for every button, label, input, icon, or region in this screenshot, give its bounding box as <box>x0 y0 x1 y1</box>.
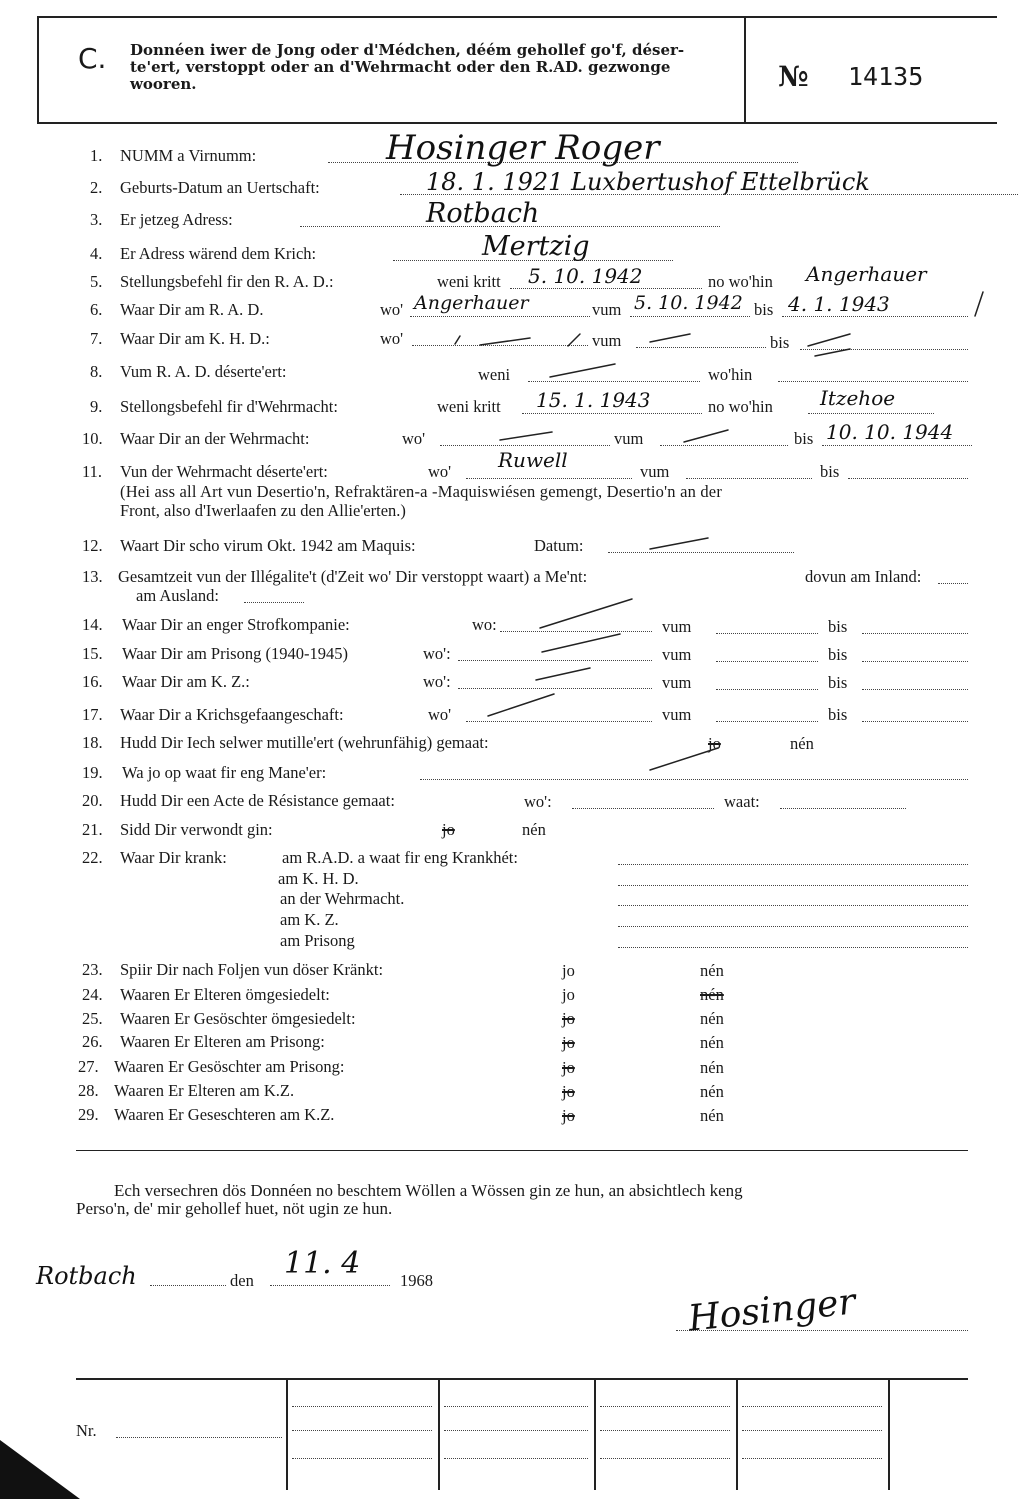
f23-num: 23. <box>82 960 103 979</box>
f21-no[interactable]: nén <box>522 820 546 839</box>
f17-to-label: bis <box>828 705 848 724</box>
f4-num: 4. <box>90 244 103 263</box>
declaration-line1: Ech versechren dös Donnéen no beschtem Wöllen a Wössen gin ze hun, an absichtlech keng <box>114 1181 743 1200</box>
f24-label: Waaren Er Elteren ömgesiedelt: <box>120 985 330 1004</box>
f23-yes[interactable]: jo <box>562 961 575 980</box>
f15-num: 15. <box>82 644 103 663</box>
f15-label: Waar Dir am Prisong (1940-1945) <box>122 644 348 663</box>
f22-sub-rad: am R.A.D. a waat fir eng Krankhét: <box>282 848 518 867</box>
signature[interactable]: Hosinger <box>686 1281 858 1340</box>
f25-yes[interactable]: jo <box>562 1009 575 1028</box>
f11-label: Vun der Wehrmacht déserte'ert: <box>120 462 328 481</box>
f28-label: Waaren Er Elteren am K.Z. <box>114 1081 295 1100</box>
f20-where-label: wo': <box>524 792 552 811</box>
f10-label: Waar Dir an der Wehrmacht: <box>120 429 310 448</box>
f27-no[interactable]: nén <box>700 1058 724 1077</box>
f13-label: Gesamtzeit vun der Illégalite't (d'Zeit wo' Dir verstoppt waart) a Me'nt: <box>118 567 588 586</box>
f5-where-label: no wo'hin <box>708 272 773 291</box>
declaration-line2: Perso'n, de' mir gehollef huet, nöt ugin ze hun. <box>76 1199 393 1218</box>
f17-label: Waar Dir a Krichsgefaangeschaft: <box>120 705 344 724</box>
f29-no[interactable]: nén <box>700 1106 724 1125</box>
f18-num: 18. <box>82 733 103 752</box>
header-title-line3: wooren. <box>130 75 197 93</box>
f4-value[interactable]: Mertzig <box>482 231 590 262</box>
f18-no[interactable]: nén <box>790 734 814 753</box>
f24-no[interactable]: nén <box>700 985 724 1004</box>
f7-where-label: wo' <box>380 329 404 348</box>
f5-when-value[interactable]: 5. 10. 1942 <box>528 264 643 288</box>
f6-from-value[interactable]: 5. 10. 1942 <box>634 292 743 314</box>
f23-label: Spiir Dir nach Foljen vun döser Kränkt: <box>120 960 384 979</box>
f10-where-label: wo' <box>402 429 426 448</box>
f22-sub-prisong: am Prisong <box>280 931 355 950</box>
f11-num: 11. <box>82 462 103 481</box>
f16-num: 16. <box>82 672 103 691</box>
f25-label: Waaren Er Gesöschter ömgesiedelt: <box>120 1009 356 1028</box>
f14-num: 14. <box>82 615 103 634</box>
f15-from-label: vum <box>662 645 692 664</box>
f15-where-label: wo': <box>423 644 451 663</box>
f14-label: Waar Dir an enger Strofkompanie: <box>122 615 350 634</box>
f12-date-label: Datum: <box>534 536 584 555</box>
f26-num: 26. <box>82 1032 103 1051</box>
f7-num: 7. <box>90 329 103 348</box>
signature-place[interactable]: Rotbach <box>36 1262 137 1290</box>
f21-num: 21. <box>82 820 103 839</box>
f29-yes[interactable]: jo <box>562 1106 575 1125</box>
header-letter: C. <box>78 42 107 75</box>
f4-label: Er Adress wärend dem Krich: <box>120 244 317 263</box>
f1-label: NUMM a Virnumm: <box>120 146 257 165</box>
f22-num: 22. <box>82 848 103 867</box>
f9-num: 9. <box>90 397 103 416</box>
f11-where-value[interactable]: Ruwell <box>498 448 568 472</box>
f26-no[interactable]: nén <box>700 1033 724 1052</box>
f26-label: Waaren Er Elteren am Prisong: <box>120 1032 325 1051</box>
f11-note-line2: Front, also d'Iwerlaafen zu den Allie'erten.) <box>120 501 406 520</box>
f13-num: 13. <box>82 567 103 586</box>
f5-where-value[interactable]: Angerhauer <box>806 262 927 286</box>
f13-inland-label: dovun am Inland: <box>805 567 922 586</box>
f10-from-label: vum <box>614 429 644 448</box>
f28-yes[interactable]: jo <box>562 1082 575 1101</box>
f14-to-label: bis <box>828 617 848 636</box>
f16-label: Waar Dir am K. Z.: <box>122 672 250 691</box>
f11-to-label: bis <box>820 462 840 481</box>
f2-label: Geburts-Datum an Uertschaft: <box>120 178 320 197</box>
f11-from-label: vum <box>640 462 670 481</box>
f29-label: Waaren Er Geseschteren am K.Z. <box>114 1105 335 1124</box>
f26-yes[interactable]: jo <box>562 1033 575 1052</box>
f22-sub-kz: am K. Z. <box>280 910 339 929</box>
f27-label: Waaren Er Gesöschter am Prisong: <box>114 1057 345 1076</box>
f15-to-label: bis <box>828 645 848 664</box>
f18-yes[interactable]: jo <box>708 734 721 753</box>
f22-sub-wehrmacht: an der Wehrmacht. <box>280 889 405 908</box>
f1-value[interactable]: Hosinger Roger <box>386 128 660 168</box>
f25-num: 25. <box>82 1009 103 1028</box>
header-title-line1: Donnéen iwer de Jong oder d'Médchen, déém gehollef go'f, déser- <box>130 41 685 59</box>
form-number: 14135 <box>848 62 924 91</box>
f2-num: 2. <box>90 178 103 197</box>
f20-what-label: waat: <box>724 792 760 811</box>
f16-from-label: vum <box>662 673 692 692</box>
f5-when-label: weni kritt <box>437 272 501 291</box>
signature-year: 1968 <box>400 1271 433 1290</box>
f27-yes[interactable]: jo <box>562 1058 575 1077</box>
f5-label: Stellungsbefehl fir den R. A. D.: <box>120 272 334 291</box>
f21-yes[interactable]: jo <box>442 820 455 839</box>
f8-where-label: wo'hin <box>708 365 753 384</box>
f13-abroad-label: am Ausland: <box>136 586 219 605</box>
f3-num: 3. <box>90 210 103 229</box>
f9-when-label: weni kritt <box>437 397 501 416</box>
f9-label: Stellongsbefehl fir d'Wehrmacht: <box>120 397 338 416</box>
f24-num: 24. <box>82 985 103 1004</box>
f7-label: Waar Dir am K. H. D.: <box>120 329 270 348</box>
f11-where-label: wo' <box>428 462 452 481</box>
header-title-line2: te'ert, verstoppt oder an d'Wehrmacht oder den R.AD. gezwonge <box>130 58 671 76</box>
signature-date[interactable]: 11. 4 <box>284 1246 361 1281</box>
f2-value[interactable]: 18. 1. 1921 Luxbertushof Ettelbrück <box>426 168 870 196</box>
f16-to-label: bis <box>828 673 848 692</box>
f1-num: 1. <box>90 146 103 165</box>
f3-value[interactable]: Rotbach <box>426 198 540 229</box>
f3-label: Er jetzeg Adress: <box>120 210 233 229</box>
f17-where-label: wo' <box>428 705 452 724</box>
f7-to-label: bis <box>770 333 790 352</box>
f9-when-value[interactable]: 15. 1. 1943 <box>536 388 651 412</box>
f27-num: 27. <box>78 1057 99 1076</box>
f7-from-label: vum <box>592 331 622 350</box>
f25-no[interactable]: nén <box>700 1009 724 1028</box>
f8-num: 8. <box>90 362 103 381</box>
f14-where-label: wo: <box>472 615 497 634</box>
f22-sub-khd: am K. H. D. <box>278 869 359 888</box>
f6-from-label: vum <box>592 300 622 319</box>
f20-num: 20. <box>82 791 103 810</box>
f17-num: 17. <box>82 705 103 724</box>
f21-label: Sidd Dir verwondt gin: <box>120 820 273 839</box>
f5-num: 5. <box>90 272 103 291</box>
scan-corner <box>0 1440 80 1499</box>
f8-label: Vum R. A. D. déserte'ert: <box>120 362 287 381</box>
f19-num: 19. <box>82 763 103 782</box>
f10-to-value[interactable]: 10. 10. 1944 <box>826 420 954 444</box>
f12-label: Waart Dir scho virum Okt. 1942 am Maquis: <box>120 536 416 555</box>
f24-yes[interactable]: jo <box>562 985 575 1004</box>
f28-num: 28. <box>78 1081 99 1100</box>
signature-den-label: den <box>230 1271 254 1290</box>
f9-where-value[interactable]: Itzehoe <box>820 386 896 410</box>
f23-no[interactable]: nén <box>700 961 724 980</box>
f10-to-label: bis <box>794 429 814 448</box>
f6-where-label: wo' <box>380 300 404 319</box>
f14-from-label: vum <box>662 617 692 636</box>
f12-num: 12. <box>82 536 103 555</box>
f16-where-label: wo': <box>423 672 451 691</box>
number-symbol: № <box>778 60 809 93</box>
f19-label: Wa jo op waat fir eng Mane'er: <box>122 763 327 782</box>
f28-no[interactable]: nén <box>700 1082 724 1101</box>
f6-to-value[interactable]: 4. 1. 1943 <box>788 292 890 316</box>
f18-label: Hudd Dir Iech selwer mutille'ert (wehrunfähig) gemaat: <box>120 733 489 752</box>
f6-label: Waar Dir am R. A. D. <box>120 300 264 319</box>
f22-label: Waar Dir krank: <box>120 848 227 867</box>
f10-num: 10. <box>82 429 103 448</box>
footer-nr-label: Nr. <box>76 1421 97 1440</box>
f8-when-label: weni <box>478 365 511 384</box>
f17-from-label: vum <box>662 705 692 724</box>
f9-where-label: no wo'hin <box>708 397 773 416</box>
f6-where-value[interactable]: Angerhauer <box>414 292 529 314</box>
f6-to-label: bis <box>754 300 774 319</box>
f29-num: 29. <box>78 1105 99 1124</box>
f6-num: 6. <box>90 300 103 319</box>
f11-note-line1: (Hei ass all Art vun Desertio'n, Refraktären-a -Maquiswiésen gemengt, Desertio'n an der <box>120 482 723 501</box>
f20-label: Hudd Dir een Acte de Résistance gemaat: <box>120 791 395 810</box>
